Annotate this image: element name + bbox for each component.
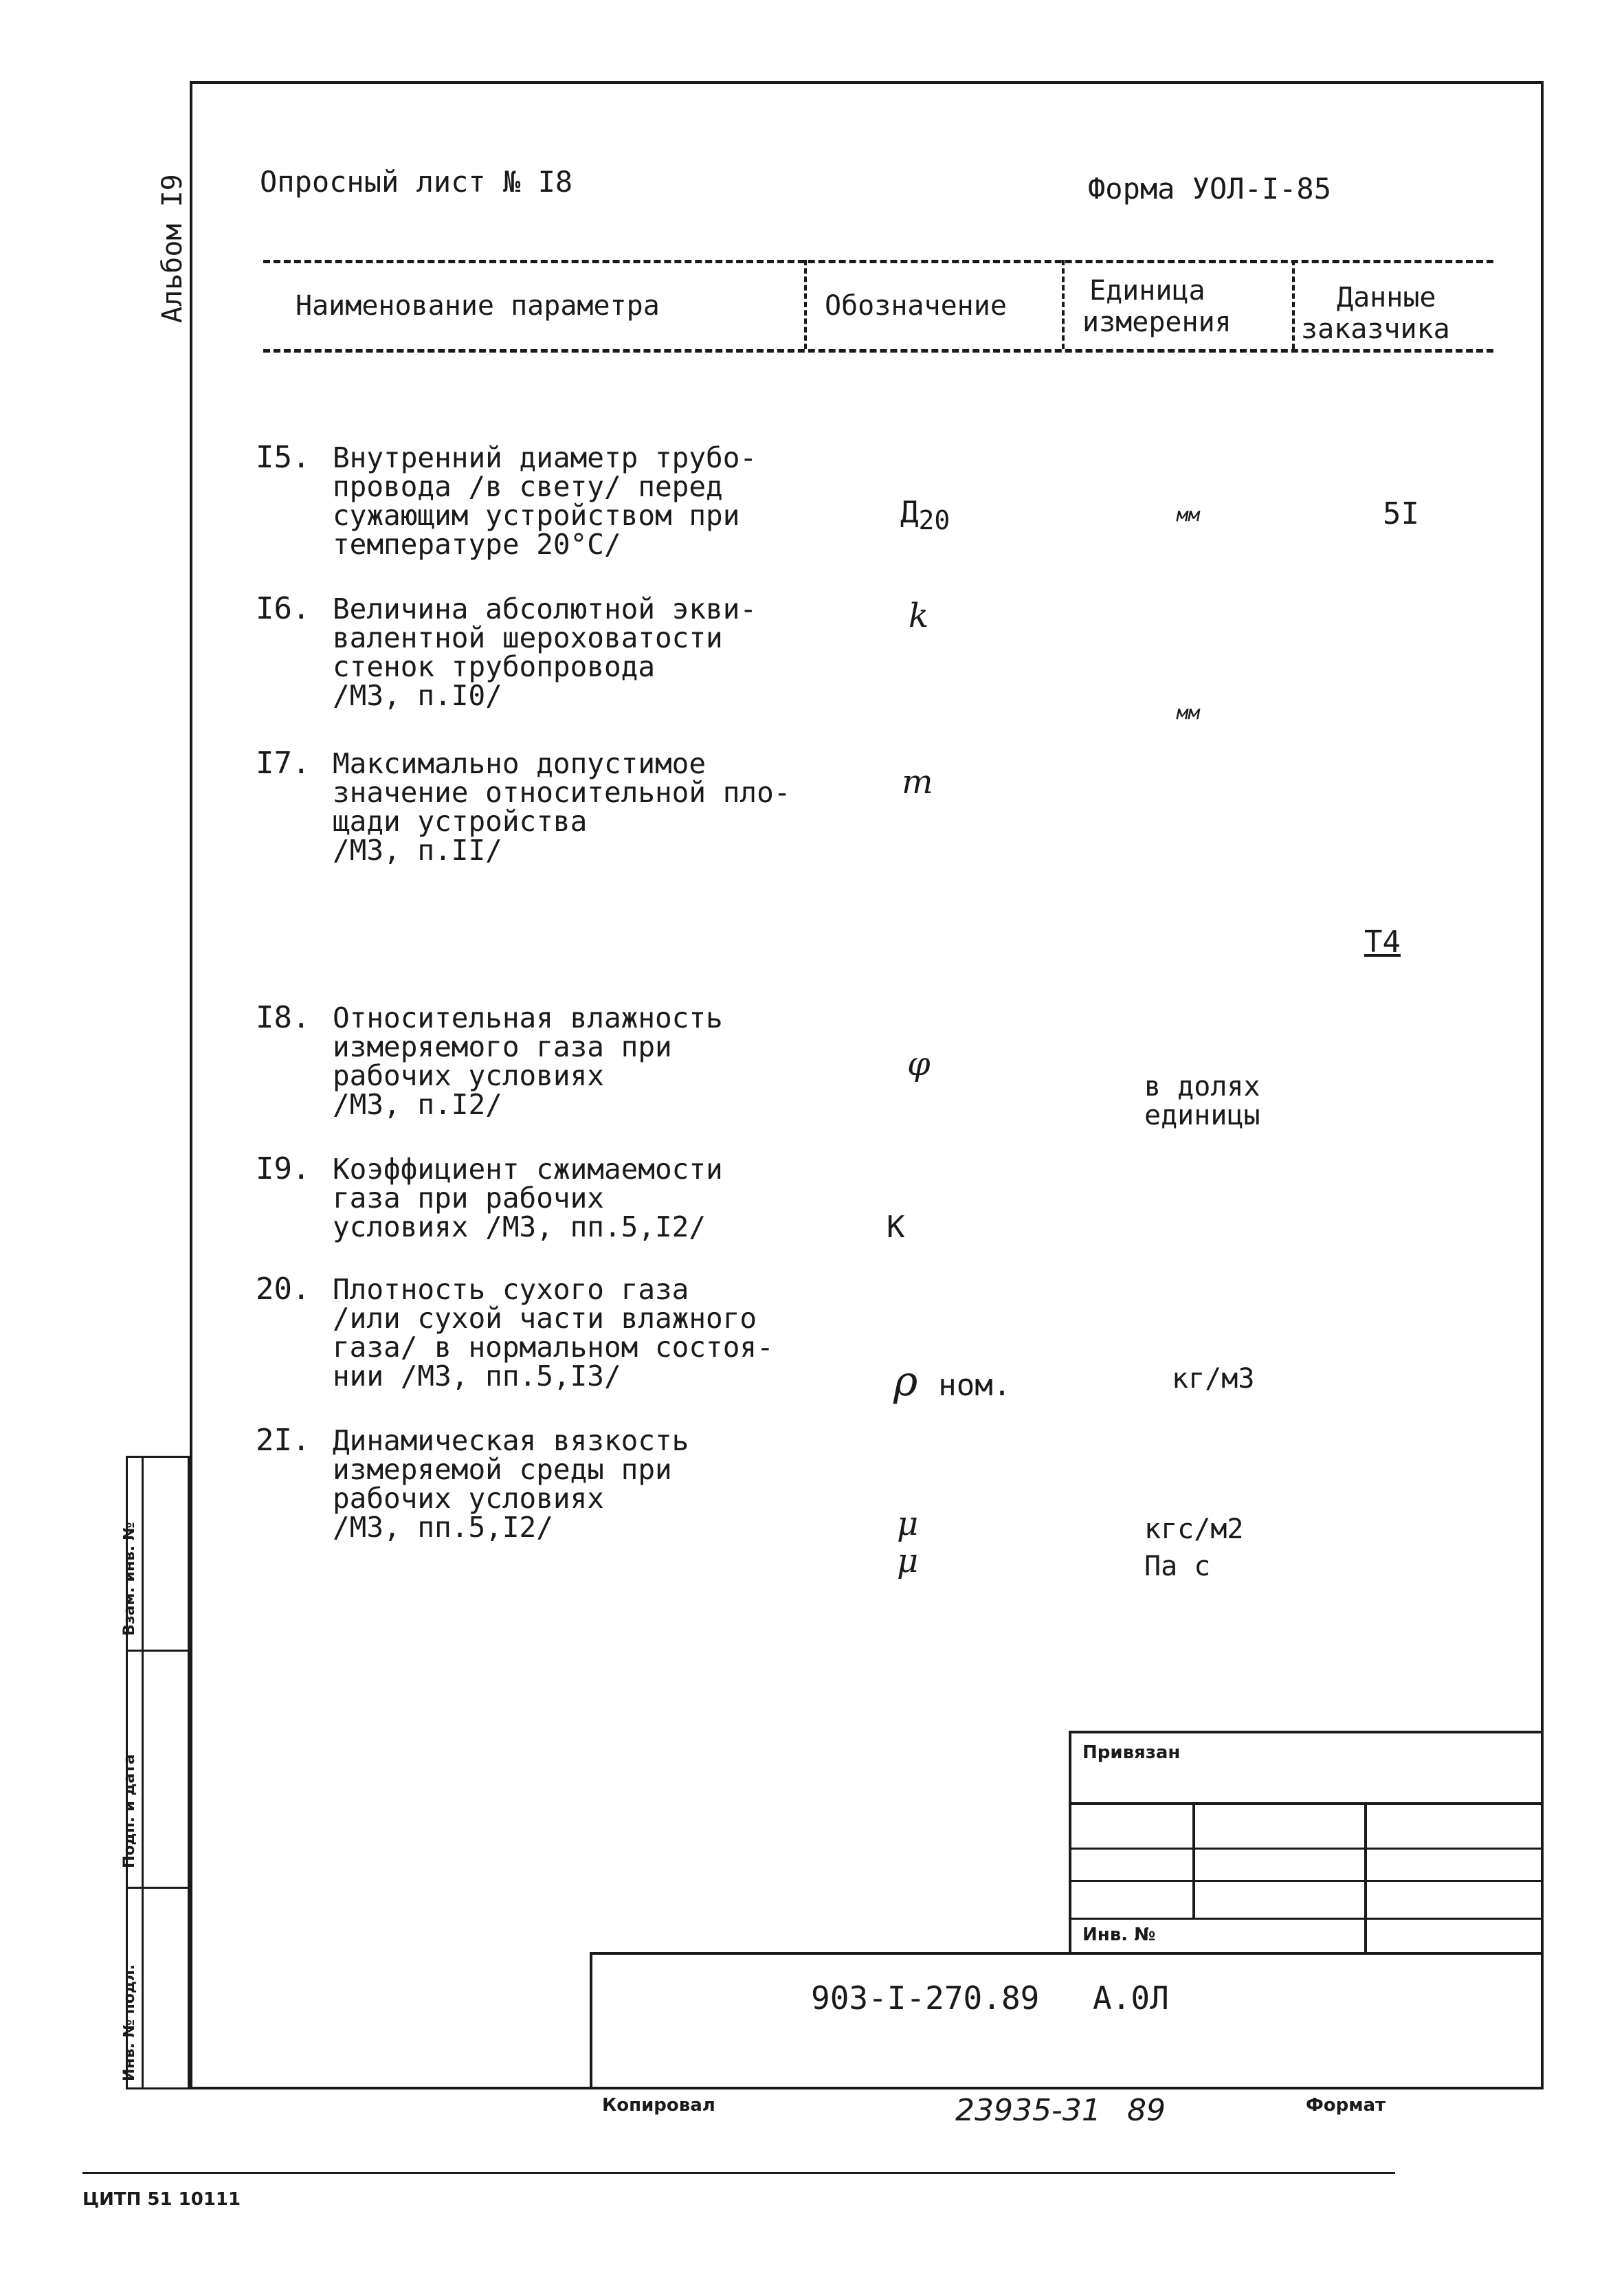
header-sep-1 [804, 260, 807, 349]
print-mark: ЦИТП 51 10111 [82, 2189, 241, 2210]
strip-divider-2 [126, 1887, 190, 1889]
tied-col-line-2 [1364, 1802, 1367, 1952]
document-number: 903-I-270.89 [811, 1980, 1040, 2017]
tied-col-line-1 [1192, 1802, 1195, 1918]
sheet-number: 89 [1127, 2093, 1166, 2128]
tied-row-line-3 [1069, 1880, 1544, 1882]
table-continuation-mark: Т4 [1364, 924, 1401, 960]
header-sep-3 [1292, 260, 1295, 349]
param-symbol: ρ ном. [893, 1357, 1012, 1406]
inv-label: Инв. № [1082, 1925, 1156, 1945]
param-number: I5. [256, 440, 311, 475]
stamp-label-replace: Взам. инв. № [121, 1522, 138, 1636]
tied-label: Привязан [1082, 1742, 1181, 1763]
param-number: I9. [256, 1151, 311, 1186]
param-symbol: k [909, 597, 929, 635]
col-header-data-2: заказчика [1301, 313, 1450, 345]
param-number: I6. [256, 591, 311, 626]
param-symbol: μ μ [897, 1505, 919, 1580]
param-number: 20. [256, 1272, 311, 1307]
album-label: Альбом I9 [157, 174, 188, 323]
sheet-code: А.0Л [1093, 1980, 1169, 2017]
param-number: I8. [256, 1000, 311, 1035]
param-unit: кгс/м2 Па с [1144, 1514, 1244, 1582]
col-header-unit-2: измерения [1082, 307, 1232, 338]
param-text: Максимально допустимое значение относительной пло- щади устройства /МЗ, п.II/ [333, 747, 791, 867]
header-top-dash [263, 260, 1493, 263]
stamp-label-signature: Подп. и дата [121, 1754, 138, 1868]
stamp-label-inventory: Инв. № подл. [121, 1964, 138, 2081]
page-title: Опросный лист № I8 [260, 165, 573, 199]
param-text: Внутренний диаметр трубо- провода /в свету/ перед сужающим устройством при температуре 20°С/ [333, 441, 757, 561]
strip-inner-line [142, 1456, 144, 2089]
bottom-rule [82, 2172, 1395, 2174]
copied-by-label: Копировал [602, 2095, 715, 2116]
format-label: Формат [1306, 2095, 1386, 2116]
param-unit: кг/м3 [1172, 1363, 1255, 1395]
param-text: Плотность сухого газа /или сухой части влажного газа/ в нормальном состоя- нии /МЗ, пп.5,I3/ [333, 1273, 774, 1393]
param-text: Относительная влажность измеряемого газа при рабочих условиях /МЗ, п.I2/ [333, 1001, 723, 1121]
col-header-symbol: Обозначение [825, 290, 1007, 322]
param-value: 5I [1383, 496, 1419, 531]
param-number: 2I. [256, 1423, 311, 1458]
main-stamp [590, 1952, 1544, 2089]
param-symbol: φ [907, 1045, 931, 1083]
tied-row-line-4 [1069, 1918, 1544, 1920]
col-header-name: Наименование параметра [296, 290, 660, 322]
form-code: Форма УОЛ-I-85 [1088, 172, 1332, 206]
param-number: I7. [256, 746, 311, 781]
param-symbol: m [902, 763, 933, 801]
col-header-unit-1: Единица [1089, 275, 1205, 307]
col-header-data-1: Данные [1337, 282, 1436, 313]
strip-divider-1 [126, 1650, 190, 1652]
param-text: Величина абсолютной экви- валентной шероховатости стенок трубопровода /МЗ, п.I0/ [333, 592, 757, 712]
header-bottom-dash [263, 349, 1493, 353]
param-unit: в долях единицы [1144, 1071, 1260, 1131]
param-text: Коэффициент сжимаемости газа при рабочих условиях /МЗ, пп.5,I2/ [333, 1153, 723, 1243]
tied-row-line-1 [1069, 1802, 1544, 1805]
param-unit: мм [1177, 701, 1200, 724]
param-symbol: К [887, 1210, 905, 1245]
param-unit: мм [1177, 503, 1200, 526]
param-symbol: $Д_{20}$ [900, 495, 950, 535]
tied-row-line-2 [1069, 1848, 1544, 1850]
header-sep-2 [1062, 260, 1065, 349]
param-text: Динамическая вязкость измеряемой среды при рабочих условиях /МЗ, пп.5,I2/ [333, 1424, 689, 1544]
order-number: 23935-31 [955, 2093, 1101, 2128]
